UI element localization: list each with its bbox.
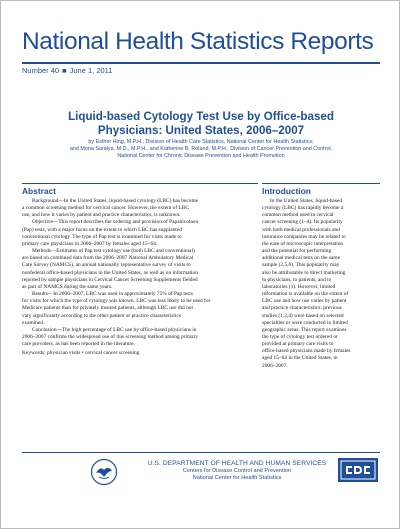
authors-block xyxy=(30,139,372,160)
abstract-line: Methods—Estimates of Pap test cytology use (both LBC and conventional) xyxy=(32,248,195,255)
agency-cdc: Centers for Disease Control and Prevention xyxy=(182,468,292,474)
introduction-line: geographic areas. This report examines xyxy=(262,326,347,333)
introduction-line: 2006–2007. xyxy=(262,362,288,369)
agency-block xyxy=(122,460,352,482)
abstract-line: Medicare patients than for privately insured patients, although LBC use did not xyxy=(22,305,193,312)
masthead-rule xyxy=(22,62,380,64)
introduction-line: studies (1,3,4) were based on selected xyxy=(262,312,344,319)
cdc-logo-icon xyxy=(338,458,378,482)
introduction-line: office-based physicians made by females xyxy=(262,348,351,355)
abstract-line: care providers, as has been reported in the literature. xyxy=(22,341,135,348)
title-line: Physicians: United States, 2006–2007 xyxy=(97,123,305,137)
introduction-heading: Introduction xyxy=(262,186,311,196)
introduction-rule xyxy=(262,183,380,184)
author-line: by Esther Hing, M.P.H., Division of Health Care Statistics, National Center for Health Statistics; xyxy=(88,139,314,145)
introduction-line: cancer screening (1–4). Its popularity xyxy=(262,219,343,226)
abstract-line: examined. xyxy=(22,319,45,326)
abstract-body xyxy=(22,198,258,358)
abstract-line: Results—In 2006–2007, LBC was used in approximately 75% of Pap tests xyxy=(32,291,193,298)
abstract-line: nonfederal office-based physicians in the United States, as well as on information xyxy=(22,269,198,276)
introduction-line: and the potential for performing xyxy=(262,248,332,255)
series-title: National Health Statistics Reports xyxy=(22,28,374,55)
introduction-line: aged 15–64 in the United States, in xyxy=(262,355,338,362)
introduction-line: specialties or were conducted in limited xyxy=(262,319,348,326)
introduction-line: provided at primary care visits to xyxy=(262,341,334,348)
abstract-line: a common screening method for cervical cancer. However, the extent of LBC xyxy=(22,205,189,212)
issue-line xyxy=(22,66,112,75)
introduction-line: with both medical professionals and xyxy=(262,226,340,233)
abstract-line: Conclusion—The high percentage of LBC use by office-based physicians in xyxy=(32,326,197,333)
report-date: June 1, 2011 xyxy=(69,66,113,75)
introduction-line: additional medical tests on the same xyxy=(262,255,340,262)
abstract-keywords: Keywords: physician visits • cervical cancer screening xyxy=(22,350,140,357)
abstract-line: vary significantly according to the other patient or practice characteristics xyxy=(22,312,181,319)
abstract-line: are based on combined data from the 2006–2007 National Ambulatory Medical xyxy=(22,255,194,262)
introduction-line: to physicians, to patients, and to xyxy=(262,276,332,283)
introduction-line: also be attributable to direct marketing xyxy=(262,269,346,276)
introduction-line: the ease of microscopic interpretation xyxy=(262,240,344,247)
author-line: National Center for Chronic Disease Prevention and Health Promotion xyxy=(117,153,285,160)
report-title xyxy=(40,110,362,137)
hhs-eagle-seal-icon xyxy=(90,458,118,486)
introduction-line: LBC use and how use varies by patient xyxy=(262,298,347,305)
abstract-line: (Pap) tests, with a major focus on the extent to which LBC has supplanted xyxy=(22,226,182,233)
introduction-body xyxy=(262,198,380,370)
introduction-line: common method used in cervical xyxy=(262,212,334,219)
author-line: and Mona Saraiya, M.D., M.P.H., and Katherine B. Roland, M.P.H., Division of Cancer Prevention and Control, xyxy=(69,146,333,153)
report-number: Number 40 xyxy=(22,66,60,75)
introduction-line: In the United States, liquid-based xyxy=(270,198,343,204)
footer-rule xyxy=(22,452,380,453)
abstract-line: primary care physicians in 2006–2007 by females aged 15–64. xyxy=(22,240,158,247)
abstract-rule xyxy=(22,183,258,184)
abstract-line: 2006–2007 confirms the widespread use of this screening method among primary xyxy=(22,333,199,340)
introduction-line: and practice characteristics; previous xyxy=(262,305,342,312)
abstract-line: for visits for which the type of cytology was known. LBC was less likely to be used for xyxy=(22,298,211,305)
introduction-line: sample (2,5,6). This popularity may xyxy=(262,262,340,269)
introduction-line: insurance companies may be related to xyxy=(262,233,346,240)
abstract-line: as part of NAMCS during the same years. xyxy=(22,283,113,290)
bullet-separator: ■ xyxy=(62,66,67,75)
introduction-line: cytology (LBC) has rapidly become a xyxy=(262,205,344,212)
introduction-line: the type of cytology test ordered or xyxy=(262,333,338,340)
abstract-heading: Abstract xyxy=(22,186,56,196)
abstract-line: Care Survey (NAMCS), an annual nationally representative survey of visits to xyxy=(22,262,191,269)
abstract-line: reported by sample physicians in Cervical Cancer Screening Supplements fielded xyxy=(22,276,198,283)
introduction-line: information is available on the extent of xyxy=(262,291,349,298)
abstract-line: Objective—This report describes the ordering and provision of Papanicolaou xyxy=(32,219,199,226)
abstract-line: use, and how it varies by patient and practice characteristics, is unknown. xyxy=(22,212,181,219)
agency-nchs: National Center for Health Statistics xyxy=(192,475,282,481)
abstract-line: Background—In the United States, liquid-based cytology (LBC) has become xyxy=(32,198,199,204)
agency-department: U.S. DEPARTMENT OF HEALTH AND HUMAN SERVICES xyxy=(147,460,327,467)
introduction-line: laboratories (1). However, limited xyxy=(262,283,336,290)
title-line: Liquid-based Cytology Test Use by Office-based xyxy=(68,110,334,123)
abstract-line: conventional cytology. The type of Pap test is examined for visits made to xyxy=(22,233,182,240)
